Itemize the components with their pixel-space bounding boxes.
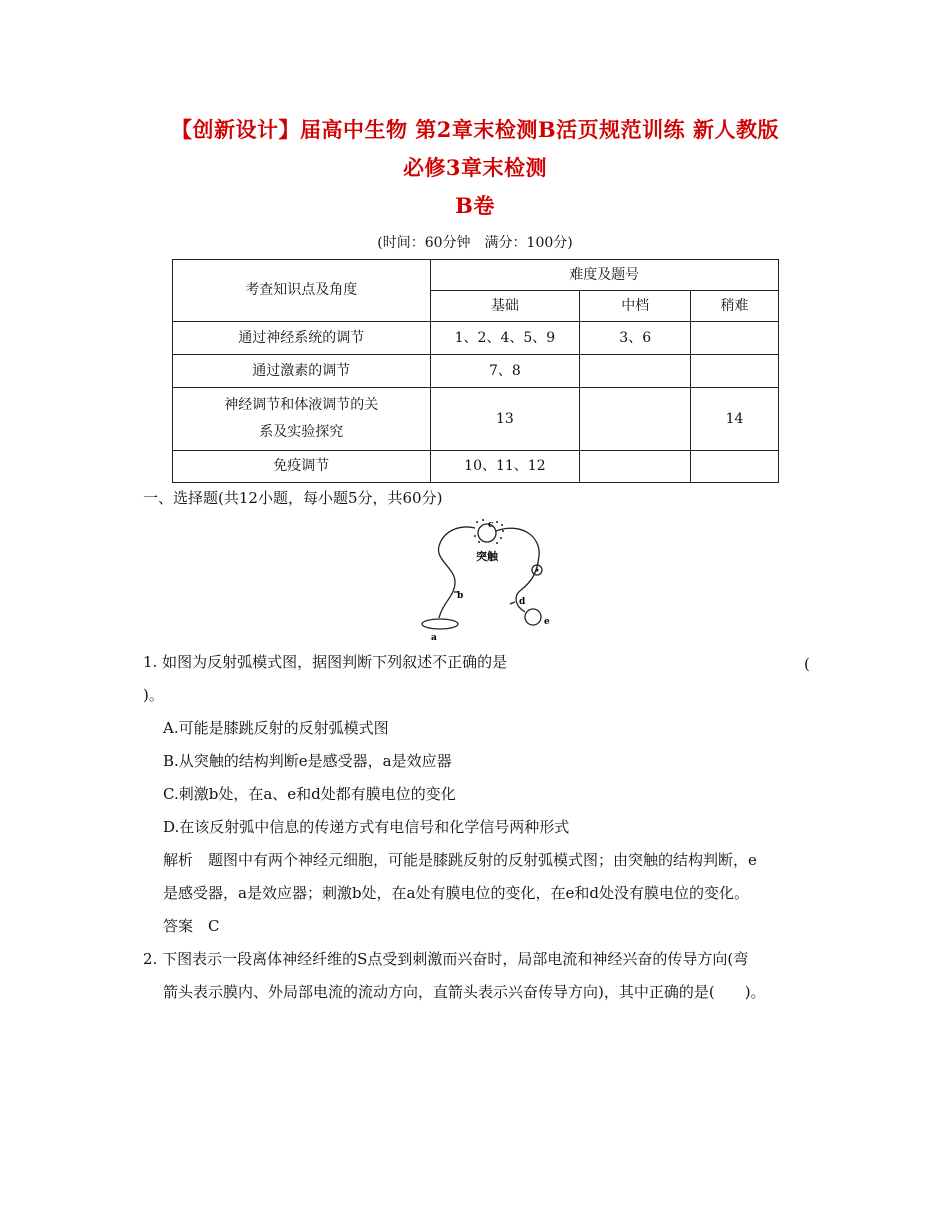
table-cell-basic: 7、8 — [430, 355, 580, 388]
table-cell-basic: 10、11、12 — [430, 451, 580, 483]
table-header-topic: 考查知识点及角度 — [173, 260, 431, 322]
table-row — [173, 322, 779, 355]
question-2-line-2: 箭头表示膜内、外局部电流的流动方向，直箭头表示兴奋传导方向)，其中正确的是( )。 — [163, 983, 766, 1001]
title-line-1: 【创新设计】届高中生物 第2章末检测B活页规范训练 新人教版 — [171, 117, 779, 142]
table-header-difficulty: 难度及题号 — [430, 260, 778, 291]
table-cell-topic: 通过激素的调节 — [173, 355, 431, 388]
section-heading: 一、选择题(共12小题，每小题5分，共60分) — [143, 489, 443, 507]
table-cell-medium — [580, 355, 691, 388]
table-row — [173, 451, 779, 483]
table-cell-basic: 1、2、4、5、9 — [430, 322, 580, 355]
table-cell-topic-line-1: 神经调节和体液调节的关 — [224, 397, 379, 414]
table-cell-hard — [691, 451, 779, 483]
table-cell-hard — [691, 355, 779, 388]
label-a: a — [431, 633, 437, 642]
effector-a — [422, 619, 458, 629]
question-1-option-d: D.在该反射弧中信息的传递方式有电信号和化学信号两种形式 — [163, 818, 570, 836]
question-1-option-a: A.可能是膝跳反射的反射弧模式图 — [163, 719, 389, 737]
question-2-line-1: 2. 下图表示一段离体神经纤维的S点受到刺激而兴奋时，局部电流和神经兴奋的传导方向(弯 — [143, 950, 749, 968]
question-1-analysis-line-2: 是感受器，a是效应器；刺激b处，在a处有膜电位的变化，在e和d处没有膜电位的变化。 — [163, 884, 749, 902]
table-row — [173, 355, 779, 388]
table-subheader-hard: 稍难 — [691, 291, 779, 322]
label-synapse: 突触 — [476, 550, 498, 563]
table-cell-topic: 通过神经系统的调节 — [173, 322, 431, 355]
neuron-left-fiber — [438, 527, 475, 618]
exam-meta: (时间：60分钟 满分：100分) — [377, 235, 573, 251]
question-1-option-c: C.刺激b处，在a、e和d处都有膜电位的变化 — [163, 785, 456, 803]
question-1-answer: 答案 C — [163, 917, 220, 935]
table-cell-hard — [691, 322, 779, 355]
table-cell-medium: 3、6 — [580, 322, 691, 355]
table-cell-basic: 13 — [430, 388, 580, 451]
knowledge-table — [172, 259, 779, 483]
table-cell-medium — [580, 451, 691, 483]
table-cell-topic: 免疫调节 — [173, 451, 431, 483]
question-1-paren-close: )。 — [143, 686, 164, 704]
receptor-e — [525, 609, 541, 625]
label-c: c — [488, 520, 494, 530]
table-row — [173, 388, 779, 451]
reflex-arc-figure — [413, 516, 563, 642]
label-b: b — [457, 591, 464, 601]
title-line-3: B卷 — [455, 193, 495, 218]
question-1-paren-open: ( — [804, 655, 810, 673]
table-cell-hard: 14 — [691, 388, 779, 451]
question-1-analysis-line-1: 解析 题图中有两个神经元细胞，可能是膝跳反射的反射弧模式图；由突触的结构判断，e — [163, 851, 757, 869]
label-d: d — [519, 597, 526, 607]
question-1-option-b: B.从突触的结构判断e是感受器，a是效应器 — [163, 752, 452, 770]
question-1-stem: 1. 如图为反射弧模式图，据图判断下列叙述不正确的是 — [143, 653, 508, 671]
table-cell-topic-line-2: 系及实验探究 — [259, 424, 344, 440]
table-subheader-medium: 中档 — [580, 291, 691, 322]
title-line-2: 必修3章末检测 — [402, 155, 548, 180]
table-cell-topic — [173, 388, 431, 451]
table-cell-medium — [580, 388, 691, 451]
table-subheader-basic: 基础 — [430, 291, 580, 322]
neuron-right-fiber — [496, 528, 539, 612]
label-e: e — [544, 617, 550, 627]
